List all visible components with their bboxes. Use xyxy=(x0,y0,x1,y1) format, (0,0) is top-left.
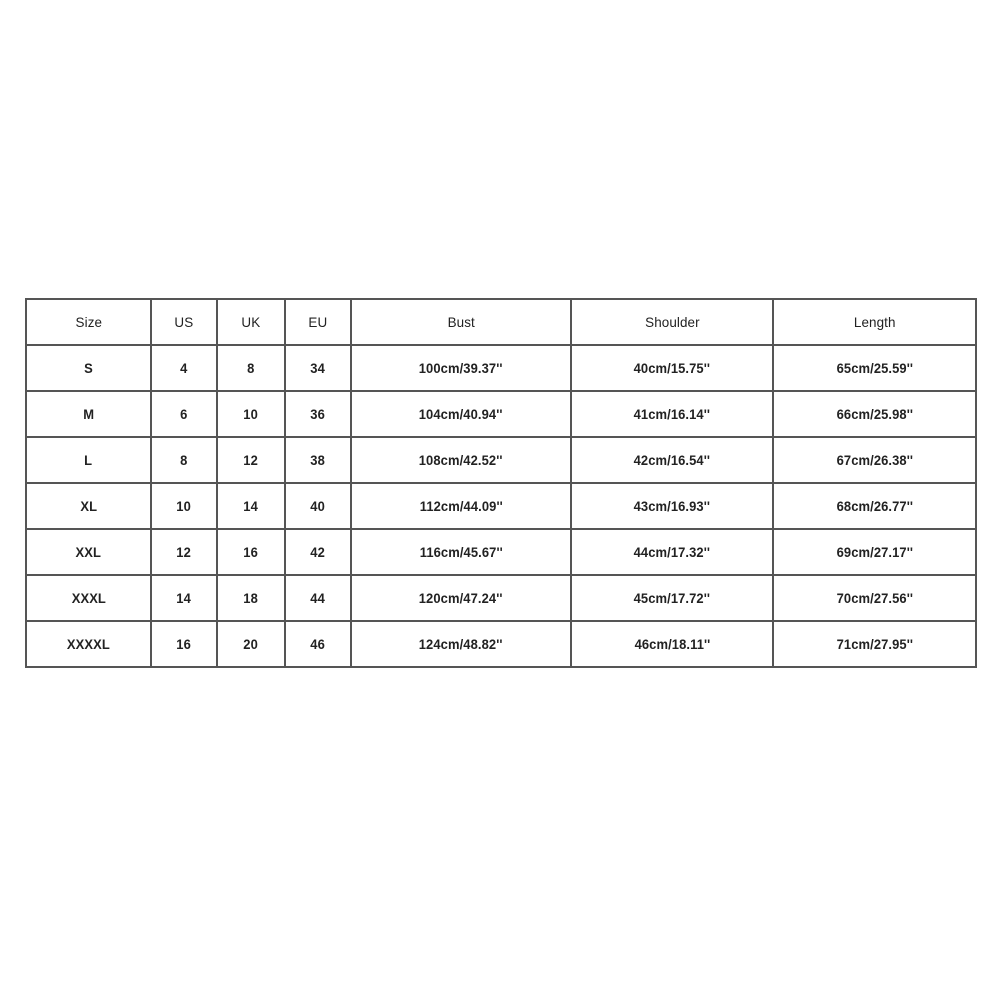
table-row xyxy=(26,391,976,437)
cell-us: 16 xyxy=(151,621,217,667)
header-bust: Bust xyxy=(351,299,571,345)
header-shoulder: Shoulder xyxy=(571,299,773,345)
header-uk: UK xyxy=(217,299,285,345)
cell-us: 6 xyxy=(151,391,217,437)
cell-uk: 20 xyxy=(217,621,285,667)
cell-us: 14 xyxy=(151,575,217,621)
cell-bust: 112cm/44.09'' xyxy=(351,483,571,529)
cell-bust: 124cm/48.82'' xyxy=(351,621,571,667)
cell-uk: 12 xyxy=(217,437,285,483)
table-row xyxy=(26,345,976,391)
cell-uk: 16 xyxy=(217,529,285,575)
cell-size: L xyxy=(26,437,151,483)
table-row xyxy=(26,575,976,621)
table-header-row xyxy=(26,299,976,345)
cell-size: XXL xyxy=(26,529,151,575)
cell-shoulder: 40cm/15.75'' xyxy=(571,345,773,391)
cell-shoulder: 42cm/16.54'' xyxy=(571,437,773,483)
cell-length: 66cm/25.98'' xyxy=(773,391,976,437)
cell-shoulder: 43cm/16.93'' xyxy=(571,483,773,529)
cell-us: 4 xyxy=(151,345,217,391)
cell-us: 12 xyxy=(151,529,217,575)
cell-size: XXXL xyxy=(26,575,151,621)
header-size: Size xyxy=(26,299,151,345)
cell-length: 65cm/25.59'' xyxy=(773,345,976,391)
cell-shoulder: 44cm/17.32'' xyxy=(571,529,773,575)
cell-us: 10 xyxy=(151,483,217,529)
cell-shoulder: 46cm/18.11'' xyxy=(571,621,773,667)
cell-shoulder: 41cm/16.14'' xyxy=(571,391,773,437)
cell-size: S xyxy=(26,345,151,391)
cell-shoulder: 45cm/17.72'' xyxy=(571,575,773,621)
table-row xyxy=(26,483,976,529)
header-us: US xyxy=(151,299,217,345)
cell-size: M xyxy=(26,391,151,437)
cell-eu: 40 xyxy=(285,483,351,529)
header-eu: EU xyxy=(285,299,351,345)
cell-bust: 108cm/42.52'' xyxy=(351,437,571,483)
cell-length: 68cm/26.77'' xyxy=(773,483,976,529)
cell-eu: 36 xyxy=(285,391,351,437)
cell-eu: 44 xyxy=(285,575,351,621)
cell-size: XXXXL xyxy=(26,621,151,667)
cell-eu: 38 xyxy=(285,437,351,483)
cell-bust: 100cm/39.37'' xyxy=(351,345,571,391)
cell-bust: 116cm/45.67'' xyxy=(351,529,571,575)
cell-us: 8 xyxy=(151,437,217,483)
cell-length: 67cm/26.38'' xyxy=(773,437,976,483)
cell-eu: 34 xyxy=(285,345,351,391)
header-length: Length xyxy=(773,299,976,345)
table-row xyxy=(26,437,976,483)
cell-uk: 18 xyxy=(217,575,285,621)
cell-uk: 8 xyxy=(217,345,285,391)
cell-size: XL xyxy=(26,483,151,529)
cell-eu: 42 xyxy=(285,529,351,575)
cell-bust: 104cm/40.94'' xyxy=(351,391,571,437)
size-chart-table xyxy=(25,298,977,668)
cell-uk: 10 xyxy=(217,391,285,437)
cell-length: 69cm/27.17'' xyxy=(773,529,976,575)
cell-uk: 14 xyxy=(217,483,285,529)
cell-eu: 46 xyxy=(285,621,351,667)
cell-length: 71cm/27.95'' xyxy=(773,621,976,667)
cell-bust: 120cm/47.24'' xyxy=(351,575,571,621)
table-row xyxy=(26,621,976,667)
cell-length: 70cm/27.56'' xyxy=(773,575,976,621)
table-row xyxy=(26,529,976,575)
